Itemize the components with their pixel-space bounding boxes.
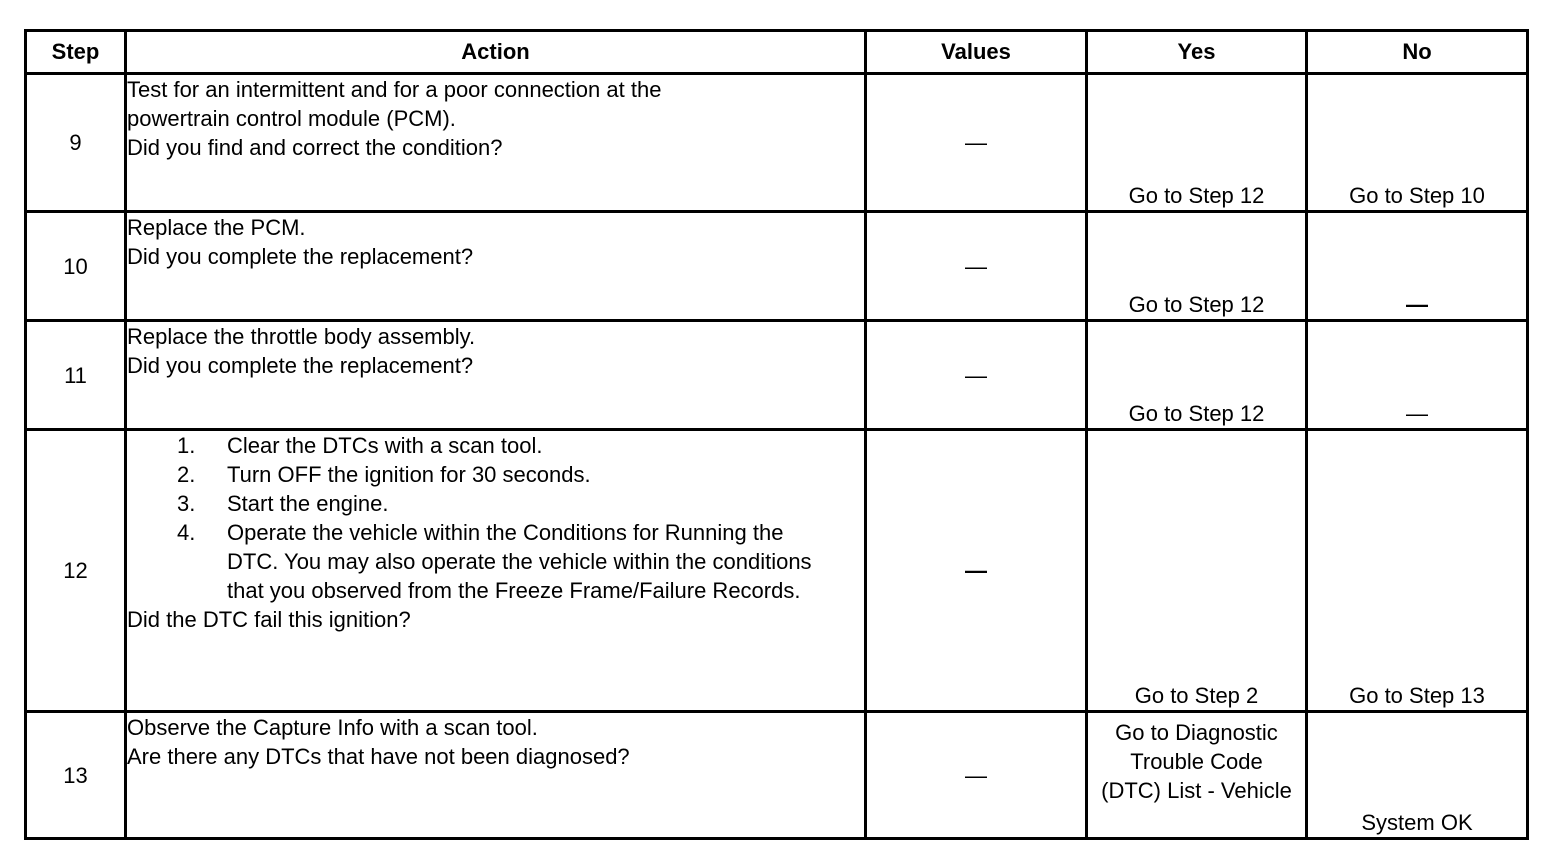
action-question: Did you find and correct the condition? [127,135,503,160]
diagnostic-table [24,29,1529,840]
table-row [26,74,1528,212]
header-values: Values [866,31,1087,74]
action-question: Did you complete the replacement? [127,244,474,269]
table-row [26,712,1528,839]
action-text: Observe the Capture Info with a scan tool. [127,715,538,740]
header-no: No [1307,31,1528,74]
action-question: Did the DTC fail this ignition? [127,607,411,632]
values-cell: — [866,712,1087,839]
yes-cell: Go to Step 2 [1087,430,1307,712]
list-item [177,431,864,460]
action-cell [126,74,866,212]
step-number: 13 [26,712,126,839]
no-cell: System OK [1307,712,1528,839]
yes-cell: Go to Step 12 [1087,321,1307,430]
list-item [177,518,864,605]
step-number: 10 [26,212,126,321]
list-item [177,489,864,518]
table-row [26,430,1528,712]
action-question: Are there any DTCs that have not been diagnosed? [127,744,630,769]
list-item-text: Turn OFF the ignition for 30 seconds. [227,462,591,487]
action-text: powertrain control module (PCM). [127,106,456,131]
action-cell [126,430,866,712]
table-row [26,321,1528,430]
action-text: Replace the throttle body assembly. [127,324,476,349]
list-item [177,460,864,489]
no-cell: Go to Step 10 [1307,74,1528,212]
yes-cell: Go to Step 12 [1087,74,1307,212]
values-cell: — [866,74,1087,212]
action-text: Replace the PCM. [127,215,306,240]
step-number: 9 [26,74,126,212]
header-row [26,31,1528,74]
header-action: Action [126,31,866,74]
values-cell: — [866,212,1087,321]
no-cell: Go to Step 13 [1307,430,1528,712]
no-cell: — [1307,212,1528,321]
values-cell: — [866,321,1087,430]
action-cell [126,712,866,839]
values-cell: — [866,430,1087,712]
list-item-text: Start the engine. [227,491,389,516]
action-cell [126,212,866,321]
procedure-list [127,431,864,605]
yes-cell: Go to Step 12 [1087,212,1307,321]
header-yes: Yes [1087,31,1307,74]
list-item-number: 3. [177,491,196,516]
list-item-number: 1. [177,433,196,458]
header-step: Step [26,31,126,74]
yes-cell: Go to Diagnostic Trouble Code (DTC) List - Vehicle [1087,712,1307,839]
list-item-number: 2. [177,462,196,487]
action-question: Did you complete the replacement? [127,353,474,378]
list-item-text: Clear the DTCs with a scan tool. [227,433,543,458]
action-cell [126,321,866,430]
action-text: Test for an intermittent and for a poor connection at the [127,77,662,102]
list-item-text: Operate the vehicle within the Conditions for Running the DTC. You may also operate the vehicle within the conditions that you observed from the Freeze Frame/Failure Records. [227,520,812,603]
no-cell: — [1307,321,1528,430]
list-item-number: 4. [177,520,196,545]
step-number: 11 [26,321,126,430]
table-row [26,212,1528,321]
step-number: 12 [26,430,126,712]
